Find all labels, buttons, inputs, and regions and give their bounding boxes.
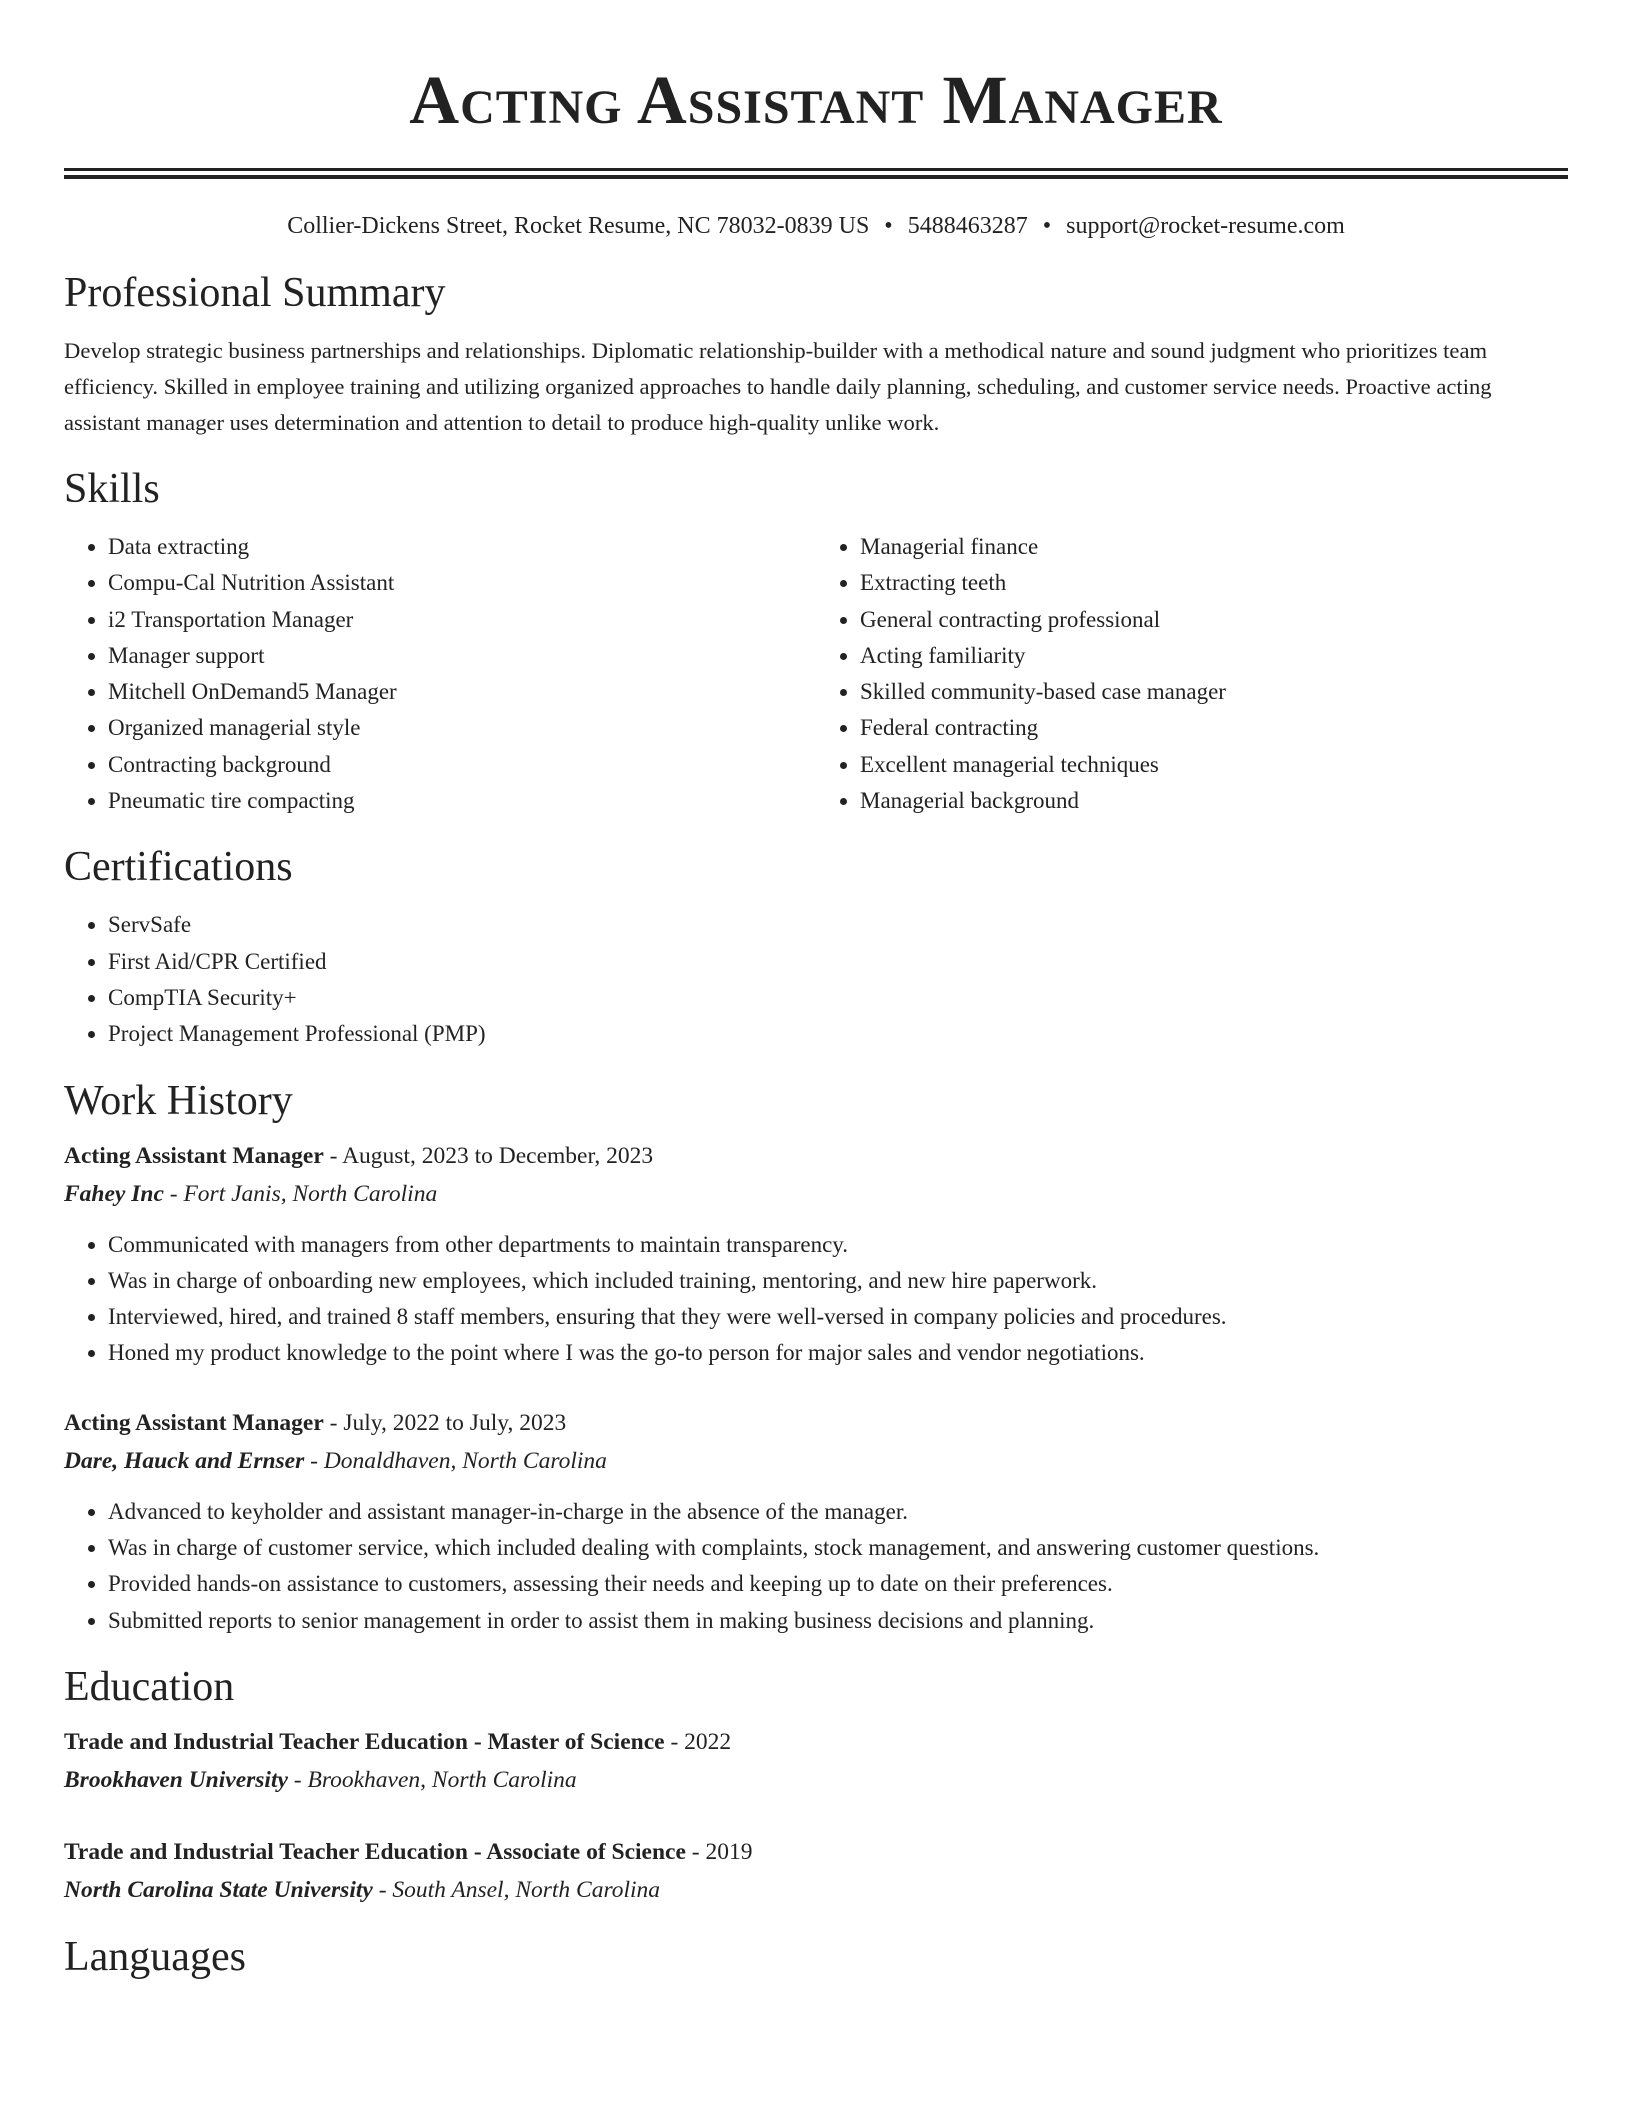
education-location: - South Ansel, North Carolina: [372, 1876, 661, 1903]
languages-heading: Languages: [64, 1933, 246, 1980]
job-location: - Fort Janis, North Carolina: [163, 1180, 438, 1207]
contact-address: Collier-Dickens Street, Rocket Resume, NC 78032-0839 US: [287, 213, 870, 239]
education-year: - 2022: [664, 1728, 732, 1755]
contact-email: support@rocket-resume.com: [1066, 213, 1345, 239]
contact-phone: 5488463287: [907, 213, 1028, 239]
job-bullet: • Provided hands-on assistance to customers, assessing their needs and keeping up to date on their preferences.: [108, 1566, 1568, 1602]
education-degree: Trade and Industrial Teacher Education - Associate of Science: [64, 1838, 686, 1865]
skill-item: • Managerial finance: [860, 529, 1568, 565]
skill-item: • General contracting professional: [860, 602, 1568, 638]
skills-list-right: [816, 529, 1568, 819]
job-company: Dare, Hauck and Ernser: [64, 1447, 305, 1474]
certification-item: • CompTIA Security+: [108, 980, 1568, 1016]
education-location: - Brookhaven, North Carolina: [287, 1766, 577, 1793]
job-bullets: [64, 1494, 1568, 1639]
job-entry: [64, 1137, 1568, 1372]
job-location: - Donaldhaven, North Carolina: [304, 1447, 607, 1474]
job-title: Acting Assistant Manager: [64, 1142, 324, 1169]
job-company-line: [64, 1175, 1568, 1213]
job-title-line: [64, 1137, 1568, 1175]
resume-name: Acting Assistant Manager: [409, 62, 1223, 138]
skill-item: • Compu-Cal Nutrition Assistant: [108, 565, 816, 601]
education-degree-line: [64, 1833, 1568, 1871]
job-entry: [64, 1404, 1568, 1639]
education-school-line: [64, 1761, 1568, 1799]
education-entry: [64, 1723, 1568, 1799]
education-heading: Education: [64, 1663, 235, 1710]
education-school-line: [64, 1871, 1568, 1909]
skill-item: • Extracting teeth: [860, 565, 1568, 601]
skill-item: • Data extracting: [108, 529, 816, 565]
skills-columns: [64, 529, 1568, 819]
skill-item: • i2 Transportation Manager: [108, 602, 816, 638]
certifications-list: [64, 907, 1568, 1052]
job-company-line: [64, 1442, 1568, 1480]
skill-item: • Manager support: [108, 638, 816, 674]
skill-item: • Organized managerial style: [108, 710, 816, 746]
job-company: Fahey Inc: [64, 1180, 164, 1207]
skill-item: • Federal contracting: [860, 710, 1568, 746]
certification-item: • Project Management Professional (PMP): [108, 1016, 1568, 1052]
certification-item: • ServSafe: [108, 907, 1568, 943]
skills-list-left: [64, 529, 816, 819]
education-degree: Trade and Industrial Teacher Education - Master of Science: [64, 1728, 665, 1755]
job-bullets: [64, 1227, 1568, 1372]
skill-item: • Acting familiarity: [860, 638, 1568, 674]
skill-item: • Skilled community-based case manager: [860, 674, 1568, 710]
education-school: North Carolina State University: [64, 1876, 373, 1903]
job-dates: - August, 2023 to December, 2023: [323, 1142, 654, 1169]
skill-item: • Mitchell OnDemand5 Manager: [108, 674, 816, 710]
certification-item: • First Aid/CPR Certified: [108, 944, 1568, 980]
job-bullet: • Honed my product knowledge to the point where I was the go-to person for major sales and vendor negotiations.: [108, 1335, 1568, 1371]
skill-item: • Pneumatic tire compacting: [108, 783, 816, 819]
skills-heading: Skills: [64, 466, 160, 512]
job-bullet: • Was in charge of customer service, which included dealing with complaints, stock management, and answering customer questions.: [108, 1530, 1568, 1566]
education-school: Brookhaven University: [64, 1766, 288, 1793]
work-history-heading: Work History: [64, 1077, 293, 1124]
job-bullet: • Advanced to keyholder and assistant manager-in-charge in the absence of the manager.: [108, 1494, 1568, 1530]
job-bullet: • Interviewed, hired, and trained 8 staff members, ensuring that they were well-versed in company policies and procedures.: [108, 1299, 1568, 1335]
skill-item: • Managerial background: [860, 783, 1568, 819]
contact-separator: •: [1042, 213, 1052, 239]
certifications-heading: Certifications: [64, 844, 293, 891]
summary-text: Develop strategic business partnerships and relationships. Diplomatic relationship-builder with a methodical nature and sound judgment who prioritizes team efficiency. Skilled in employee training and utilizing organized approaches to handle daily planning, scheduling, and customer service needs. Proactive acting assistant manager uses determination and attention to detail to produce high-quality unlike work.: [64, 338, 1492, 435]
summary-heading: Professional Summary: [64, 270, 446, 316]
skill-item: • Contracting background: [108, 747, 816, 783]
education-degree-line: [64, 1723, 1568, 1761]
job-bullet: • Submitted reports to senior management in order to assist them in making business decisions and planning.: [108, 1603, 1568, 1639]
skill-item: • Excellent managerial techniques: [860, 747, 1568, 783]
education-entry: [64, 1833, 1568, 1909]
contact-separator: •: [884, 213, 893, 239]
job-title: Acting Assistant Manager: [64, 1409, 324, 1436]
job-bullet: • Communicated with managers from other departments to maintain transparency.: [108, 1227, 1568, 1263]
job-dates: - July, 2022 to July, 2023: [323, 1409, 567, 1436]
job-bullet: • Was in charge of onboarding new employees, which included training, mentoring, and new hire paperwork.: [108, 1263, 1568, 1299]
header-divider: [64, 168, 1568, 179]
contact-line: [64, 209, 1568, 243]
education-year: - 2019: [685, 1838, 753, 1865]
job-title-line: [64, 1404, 1568, 1442]
